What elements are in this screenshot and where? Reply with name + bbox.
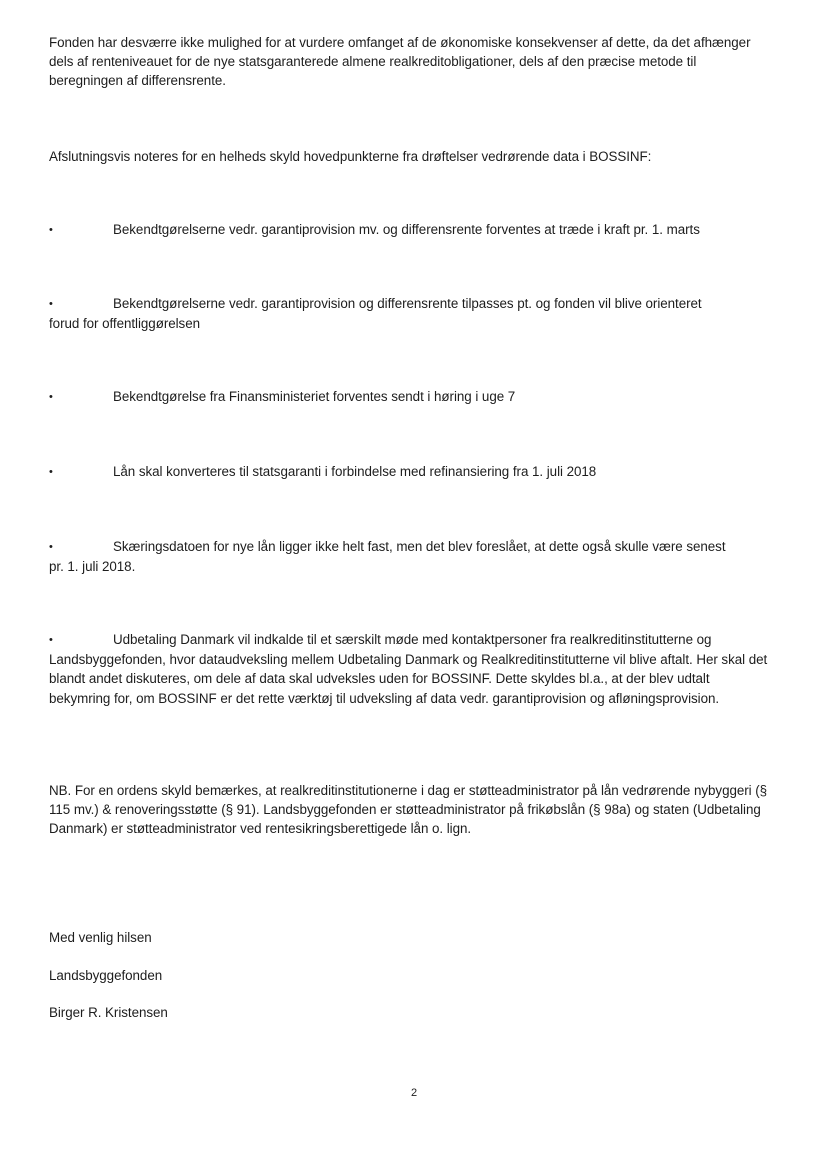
bullet-dot: •	[49, 224, 53, 236]
bullet-first-line	[49, 387, 769, 407]
bullet-item	[49, 294, 769, 333]
bullet-item	[49, 220, 769, 240]
bullet-text: Skæringsdatoen for nye lån ligger ikke helt fast, men det blev foreslået, at dette også skulle være senest	[113, 539, 726, 554]
bullet-item	[49, 387, 769, 407]
summary-intro: Afslutningsvis noteres for en helheds skyld hovedpunkterne fra drøftelser vedrørende data i BOSSINF:	[49, 149, 652, 164]
bullet-item	[49, 537, 769, 576]
bullet-first-line	[49, 537, 769, 557]
signatory-name: Birger R. Kristensen	[49, 1005, 168, 1020]
closing-salutation: Med venlig hilsen	[49, 930, 152, 945]
bullet-first-line	[49, 630, 769, 650]
page-number: 2	[410, 1087, 418, 1099]
organisation-name: Landsbyggefonden	[49, 968, 163, 983]
bullet-text: Lån skal konverteres til statsgaranti i forbindelse med refinansiering fra 1. juli 2018	[113, 464, 597, 479]
bullet-item	[49, 630, 769, 708]
bullet-first-line	[49, 294, 769, 314]
intro-paragraph: Fonden har desværre ikke mulighed for at vurdere omfanget af de økonomiske konsekvenser af dette, da det afhænger dels af renteniveauet for de nye statsgaranterede almene realkreditobligationer, dels af den præcise metode til beregningen af differensrente.	[49, 35, 751, 89]
bullet-dot: •	[49, 466, 53, 478]
bullet-item	[49, 462, 769, 482]
nb-paragraph: NB. For en ordens skyld bemærkes, at realkreditinstitutionerne i dag er støtteadministrator på lån vedrørende nybyggeri (§ 115 mv.) & renoveringsstøtte (§ 91). Landsbyggefonden er støtteadministrator på frikøbslån (§ 98a) og staten (Udbetaling Danmark) er støtteadministrator ved rentesikringsberettigede lån o. lign.	[49, 783, 768, 837]
bullet-first-line	[49, 220, 769, 240]
bullet-text: Udbetaling Danmark vil indkalde til et særskilt møde med kontaktpersoner fra realkreditinstitutterne og	[113, 632, 712, 647]
bullet-dot: •	[49, 298, 53, 310]
bullet-continuation: Landsbyggefonden, hvor dataudveksling mellem Udbetaling Danmark og Realkreditinstitutterne vil blive aftalt. Her skal det blandt andet diskuteres, om dele af data skal udveksles uden for BOSSINF. Dette skyldes bl.a., at der blev udtalt bekymring for, om BOSSINF er det rette værktøj til udveksling af data vedr. garantiprovision og afløningsprovision.	[49, 652, 768, 706]
bullet-text: Bekendtgørelse fra Finansministeriet forventes sendt i høring i uge 7	[113, 389, 516, 404]
bullet-dot: •	[49, 541, 53, 553]
bullet-text: Bekendtgørelserne vedr. garantiprovision og differensrente tilpasses pt. og fonden vil blive orienteret	[113, 296, 702, 311]
bullet-dot: •	[49, 391, 53, 403]
bullet-dot: •	[49, 634, 53, 646]
bullet-continuation: pr. 1. juli 2018.	[49, 559, 136, 575]
bullet-text: Bekendtgørelserne vedr. garantiprovision mv. og differensrente forventes at træde i kraft pr. 1. marts	[113, 222, 700, 237]
bullet-continuation: forud for offentliggørelsen	[49, 316, 200, 332]
bullet-first-line	[49, 462, 769, 482]
